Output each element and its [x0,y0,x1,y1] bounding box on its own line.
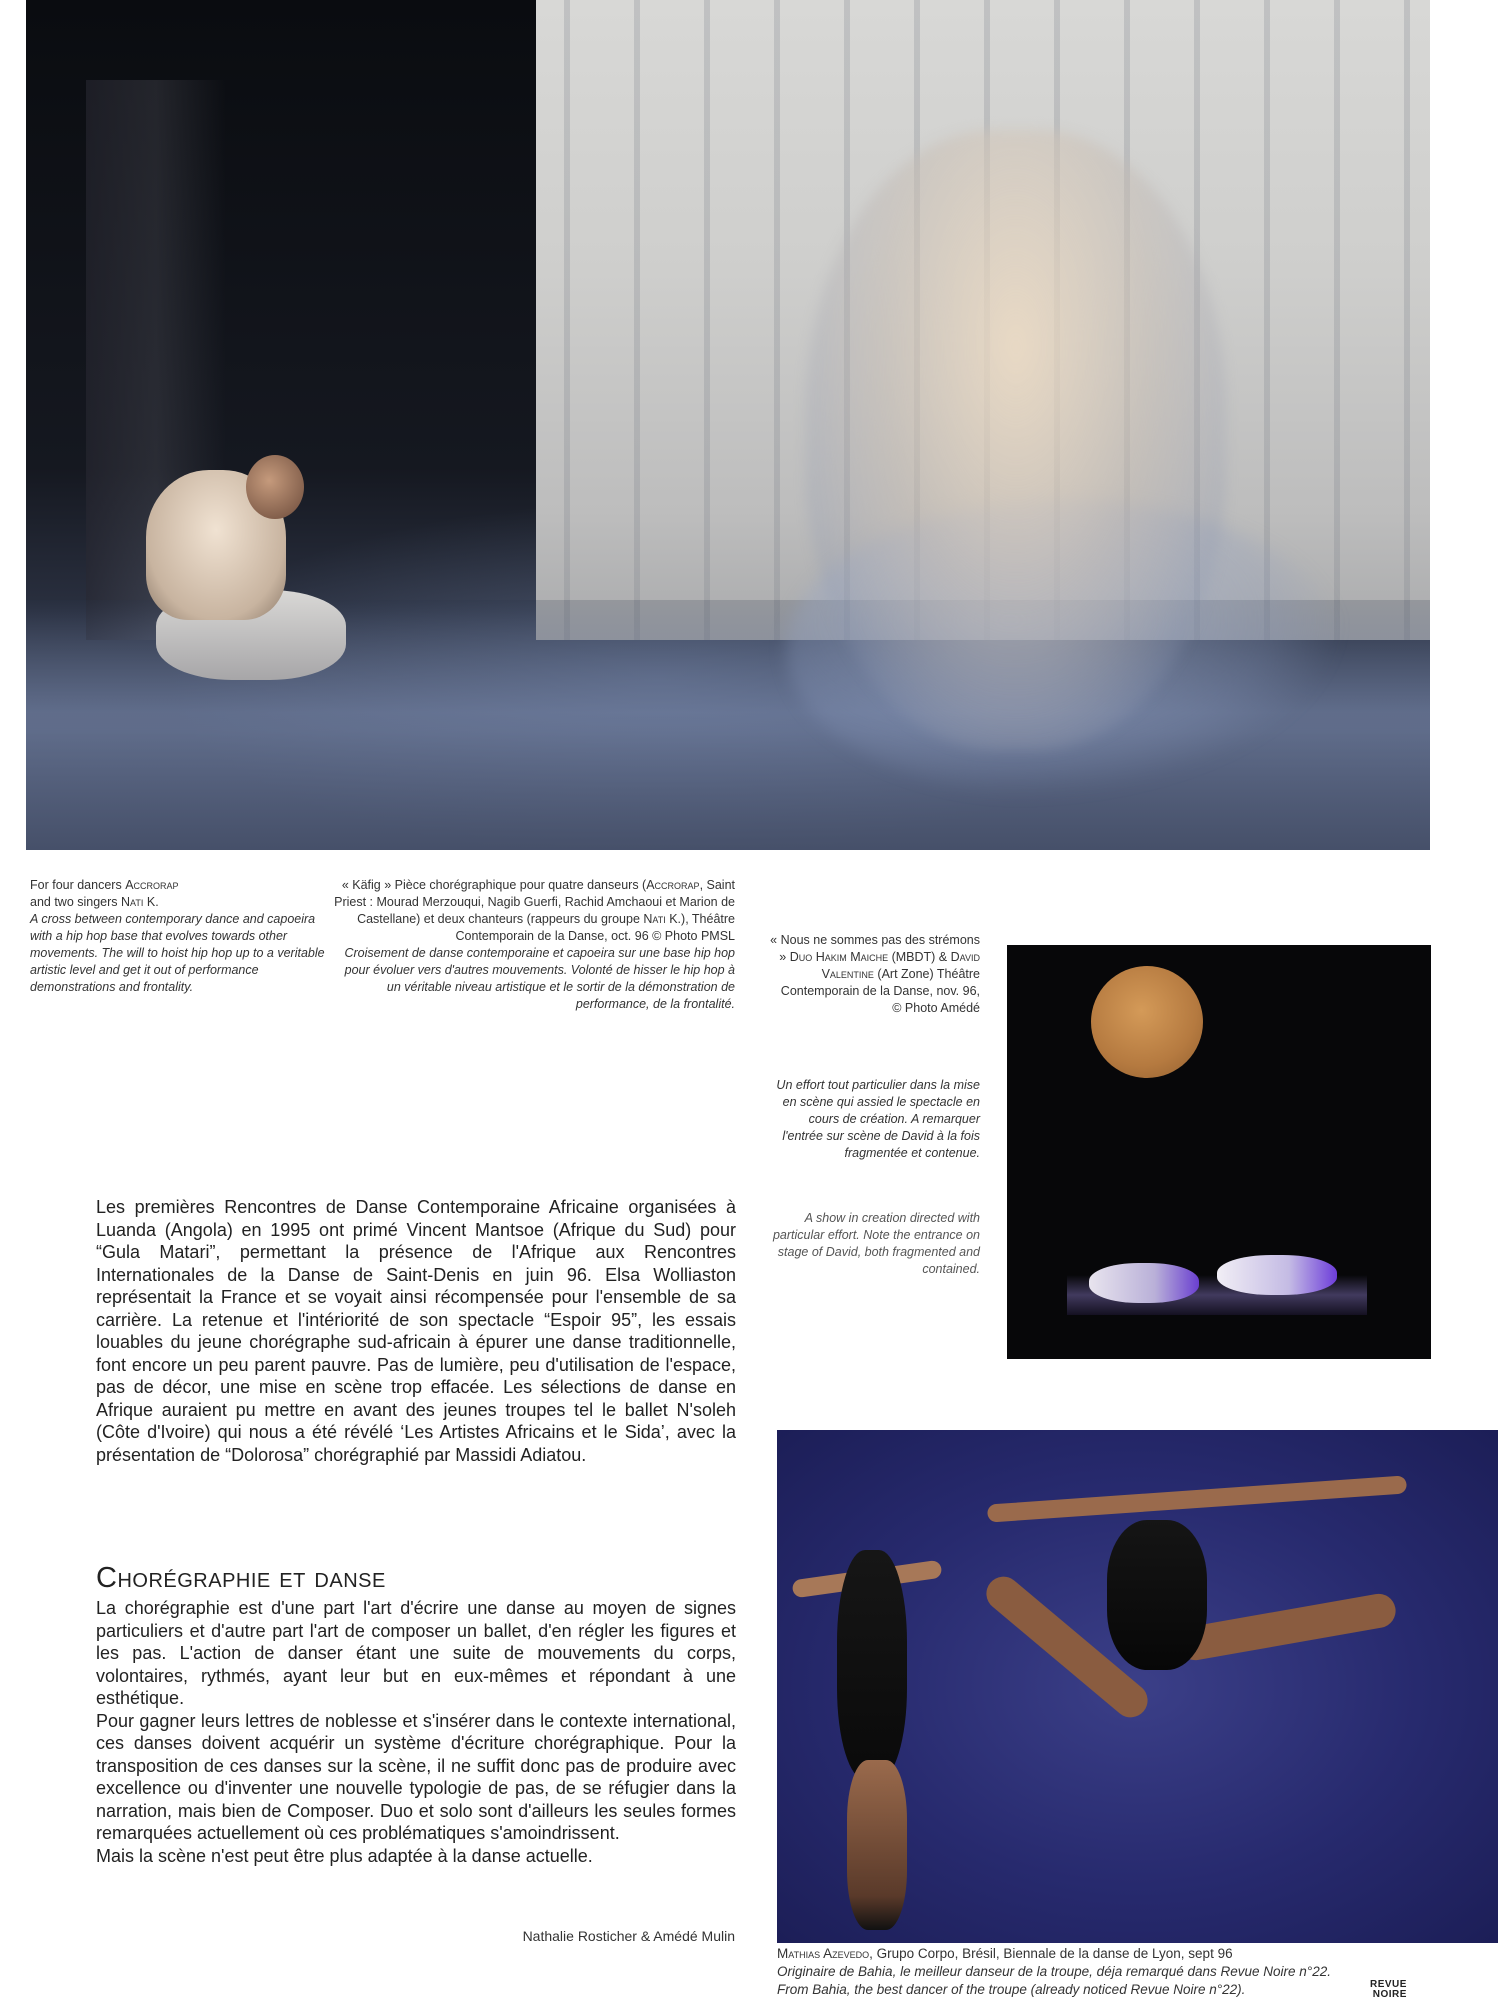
caption-text: ), Théâtre Contemporain de la Danse, oct. 96 © Photo PMSL [455,912,735,943]
female-dancer-legs [847,1760,907,1930]
caption-dancer-name: David Valentine [821,950,980,981]
blurred-dancer [806,130,1226,750]
lying-dancer [1089,1263,1199,1303]
caption-group-name: Nati K. [121,895,159,909]
caption-italic: A cross between contemporary dance and capoeira with a hip hop base that evolves towards other movements. The will to hoist hip hop up to a veritable artistic level and get it out of performance demonstrations and frontality. [30,912,325,994]
caption-nous-english: A show in creation directed with particular effort. Note the entrance on stage of David, both fragmented and contained. [772,1211,980,1276]
male-dancer-arms [987,1475,1407,1522]
caption-accrorap-english [30,877,330,996]
logo-line: NOIRE [1372,1989,1407,2000]
crouching-dancer-head [246,455,304,519]
caption-english: From Bahia, the best dancer of the troupe (already noticed Revue Noire n°22). [777,1982,1246,1997]
male-dancer-body [1107,1520,1207,1670]
caption-french: Originaire de Bahia, le meilleur danseur de la troupe, déja remarqué dans Revue Noire n°22. [777,1964,1331,1979]
caption-dancer-name: Mathias Azevedo [777,1946,870,1961]
caption-italic: Croisement de danse contemporaine et capoeira sur une base hip hop pour évoluer vers d'autres mouvements. Volonté de hisser le hip hop à un véritable niveau artistique et le sortir de la démonstration de performance, de la frontalité. [344,946,735,1011]
caption-duo-name: Duo Hakim Maiche [789,950,889,964]
lying-dancer [1217,1255,1337,1295]
moon-disc [1091,966,1203,1078]
caption-text: (Art Zone) Théâtre Contemporain de la Danse, nov. 96, © Photo Amédé [780,967,980,1015]
male-dancer-leg [1176,1591,1399,1663]
caption-kafig-french [330,877,735,1013]
photo-kafig-dancers [26,0,1430,850]
logo-line: REVUE [1370,1979,1407,1990]
section-body [96,1597,736,1867]
caption-text: « Käfig » Pièce chorégraphique pour quatre danseurs ( [341,878,647,892]
caption-text: , Grupo Corpo, Brésil, Biennale de la danse de Lyon, sept 96 [869,1946,1233,1961]
section-heading: Chorégraphie et danse [96,1562,386,1594]
author-signature: Nathalie Rosticher & Amédé Mulin [522,1928,735,1944]
caption-group-name: Nati K. [643,912,682,926]
section-paragraph: Pour gagner leurs lettres de noblesse et s'insérer dans le contexte international, ces danses doivent acquérir un système d'écriture chorégraphique. Pour la transposition de ces danses sur la scène, il ne suffit donc pas de produire avec excellence ou d'inventer une nouvelle typologie de pas, de se réfugier dans la narration, mais bien de Composer. Duo et solo sont d'ailleurs les seules formes remarquées actuellement où ces problématiques s'amoindrissent. [96,1710,736,1843]
female-dancer-body [837,1550,907,1780]
caption-title: « Nous ne sommes pas des strémons » [770,933,980,964]
caption-nous-french: Un effort tout particulier dans la mise en scène qui assied le spectacle en cours de création. A remarquer l'entrée sur scène de David à la fois fragmentée et contenue. [776,1078,980,1160]
caption-text: For four dancers [30,878,126,892]
photo-moon-stage [1007,945,1431,1359]
intro-paragraph: Les premières Rencontres de Danse Contemporaine Africaine organisées à Luanda (Angola) en 1995 ont primé Vincent Mantsoe (Afrique du Sud) pour “Gula Matari”, permettant la présence de l'Afrique aux Rencontres Internationales de la Danse de Saint-Denis en juin 96. Elsa Wolliaston représentait la France et se voyait ainsi récompensée pour l'ensemble de sa carrière. La retenue et l'intériorité de son spectacle “Espoir 95”, les essais louables du jeune chorégraphe sud-africain à épurer une danse traditionnelle, font encore un peu parent pauvre. Pas de lumière, peu d'utilisation de l'espace, pas de décor, une mise en scène trop effacée. Les sélections de danse en Afrique auraient pu mettre en avant des jeunes troupes tel le ballet N'soleh (Côte d'Ivoire) qui nous a été révélé ‘Les Artistes Africains et le Sida’, avec la présentation de “Dolorosa” chorégraphié par Massidi Adiatou. [96,1197,736,1465]
caption-group-name: Accrorap [125,878,179,892]
caption-text: and two singers [30,895,122,909]
caption-nous-ne-sommes [770,932,980,1017]
caption-group-name: Accrorap [646,878,700,892]
section-paragraph: Mais la scène n'est peut être plus adaptée à la danse actuelle. [96,1845,593,1866]
section-paragraph: La chorégraphie est d'une part l'art d'écrire une danse au moyen de signes particuliers et d'autre part l'art de composer un ballet, d'en régler les figures et les pas. L'action de danser étant une suite de mouvements du corps, volontaires, rythmés, ayant leur but en eux-mêmes et répondant à une esthétique. [96,1598,736,1708]
revue-noire-logo [1370,1980,1407,2000]
caption-text: (MBDT) & [888,950,951,964]
photo-grupo-corpo [777,1430,1498,1943]
caption-text: , Saint Priest : Mourad Merzouqui, Nagib Guerfi, Rachid Amchaoui et Marion de Castellane) et deux chanteurs (rappeurs du groupe [334,878,735,926]
